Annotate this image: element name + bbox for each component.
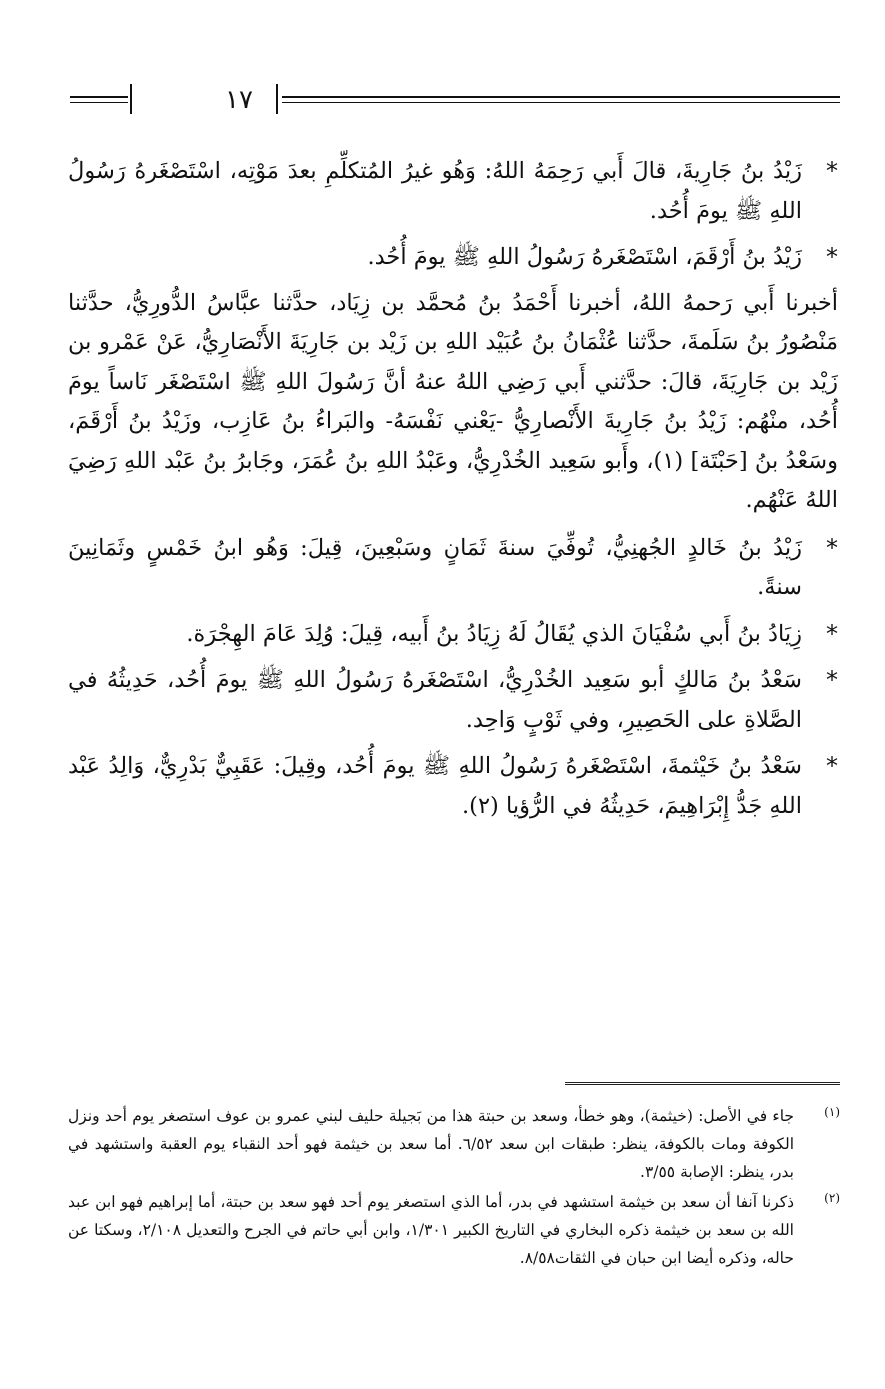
- bullet-star-icon: *: [826, 243, 838, 271]
- page-number: ١٧: [225, 85, 253, 115]
- main-text: [68, 152, 838, 826]
- entry-text: زَيْدُ بنُ خَالدٍ الجُهنِيُّ، تُوفِّيَ سنةَ ثَمَانٍ وسَبْعِينَ، قِيلَ: وَهُو ابنُ خَمْسٍ وثَمَانِينَ سنةً.: [68, 534, 802, 600]
- header-divider-right: [276, 84, 278, 114]
- entry-text: سَعْدُ بنُ خَيْثمةَ، اسْتَصْغَرهُ رَسُولُ اللهِ ﷺ يومَ أُحُد، وقِيلَ: عَقَبِيٌّ بَدْرِيٌّ، وَالِدُ عَبْد اللهِ جَدُّ إِبْرَاهِيمَ، حَدِيثُهُ في الرُّؤيا (٢).: [68, 753, 802, 819]
- entry: [68, 747, 838, 826]
- header-divider-left: [130, 84, 132, 114]
- bullet-star-icon: *: [826, 619, 838, 648]
- bullet-star-icon: *: [826, 157, 838, 185]
- bullet-star-icon: *: [826, 666, 838, 694]
- footnote-text: جاء في الأصل: (خيثمة)، وهو خطأ، وسعد بن حبتة هذا من بَجيلة حليف لبني عمرو بن عوف استصغر يوم أحد ونزل الكوفة ومات بالكوفة، ينظر: طبقات ابن سعد ٦/٥٢. أما سعد بن خيثمة فهو أحد النقباء يوم العقبة واستشهد في بدر، ينظر: الإصابة ٣/٥٥.: [68, 1107, 795, 1181]
- page-header: [70, 78, 840, 126]
- header-rule-left-thin: [70, 102, 128, 103]
- entry: [68, 661, 838, 740]
- footnote: [68, 1102, 840, 1186]
- header-rule-right-thin: [282, 102, 840, 103]
- entry-text: زَيْدُ بنُ أَرْقَمَ، اسْتَصْغَرهُ رَسُولُ اللهِ ﷺ يومَ أُحُد.: [367, 244, 802, 270]
- entry-text: زِيَادُ بنُ أَبي سُفْيَانَ الذي يُقَالُ لَهُ زِيَادُ بنُ أَبيه، قِيلَ: وُلِدَ عَامَ الهِجْرَة.: [186, 620, 802, 647]
- header-rule-left: [70, 96, 128, 98]
- header-rule-right: [282, 96, 840, 98]
- entry: [68, 238, 838, 278]
- footnote-number: (١): [824, 1105, 840, 1119]
- entry: [68, 152, 838, 231]
- footnote: [68, 1188, 840, 1272]
- narration-paragraph: أخبرنا أَبي رَحمهُ اللهُ، أخبرنا أَحْمَدُ بنُ مُحمَّد بن زِيَاد، حدَّثنا عبَّاسُ الدُّورِيُّ، حدَّثنا مَنْصُورُ بنُ سَلَمةَ، حدَّثنا عُثْمَانُ بنُ عُبَيْد اللهِ بن زَيْد بن جَارِيَةَ الأَنْصَارِيُّ، عَنْ عَمْرو بن زَيْد بن جَارِيَةَ، قالَ: حدَّثني أَبي رَضِي اللهُ عنهُ أنَّ رَسُولَ اللهِ ﷺ اسْتَصْغَر نَاساً يومَ أُحُد، منْهُم: زَيْدُ بنُ جَارِيةَ الأَنْصارِيُّ -يَعْني نَفْسَهُ- والبَراءُ بنُ عَازِب، وزَيْدُ بنُ أَرْقَمَ، وسَعْدُ بنُ [حَبْتَة] (١)، وأَبو سَعِيد الخُدْرِيُّ، وعَبْدُ اللهِ بنُ عُمَرَ، وجَابرُ بنُ عَبْد اللهِ رَضِيَ اللهُ عَنْهُم.: [68, 289, 838, 513]
- bullet-star-icon: *: [826, 533, 838, 562]
- entry-text: زَيْدُ بنُ جَارِيةَ، قالَ أَبي رَحِمَهُ اللهُ: وَهُو غيرُ المُتكلِّمِ بعدَ مَوْتِه، اسْتَصْغَرهُ رَسُولُ اللهِ ﷺ يومَ أُحُد.: [68, 158, 802, 224]
- entry: [68, 615, 838, 655]
- entry-text: سَعْدُ بنُ مَالكٍ أبو سَعِيد الخُدْرِيُّ، اسْتَصْغَرهُ رَسُولُ اللهِ ﷺ يومَ أُحُد، حَدِيثُهُ في الصَّلاةِ على الحَصِيرِ، وفي ثَوْبٍ وَاحِد.: [68, 667, 802, 733]
- entry: [68, 529, 838, 608]
- footnote-text: ذكرنا آنفا أن سعد بن خيثمة استشهد في بدر، أما الذي استصغر يوم أحد فهو سعد بن حبتة، أما إبراهيم فهو ابن عبد الله بن سعد بن خيثمة ذكره البخاري في التاريخ الكبير ١/٣٠١، وابن أبي حاتم في الجرح والتعديل ٢/١٠٨، وسكتا عن حاله، وذكره أيضا ابن حبان في الثقات٨/٥٨.: [68, 1193, 794, 1267]
- footnote-number: (٢): [824, 1191, 840, 1205]
- footnotes: [68, 1102, 840, 1272]
- bullet-star-icon: *: [826, 752, 838, 780]
- footnote-separator: [565, 1082, 840, 1085]
